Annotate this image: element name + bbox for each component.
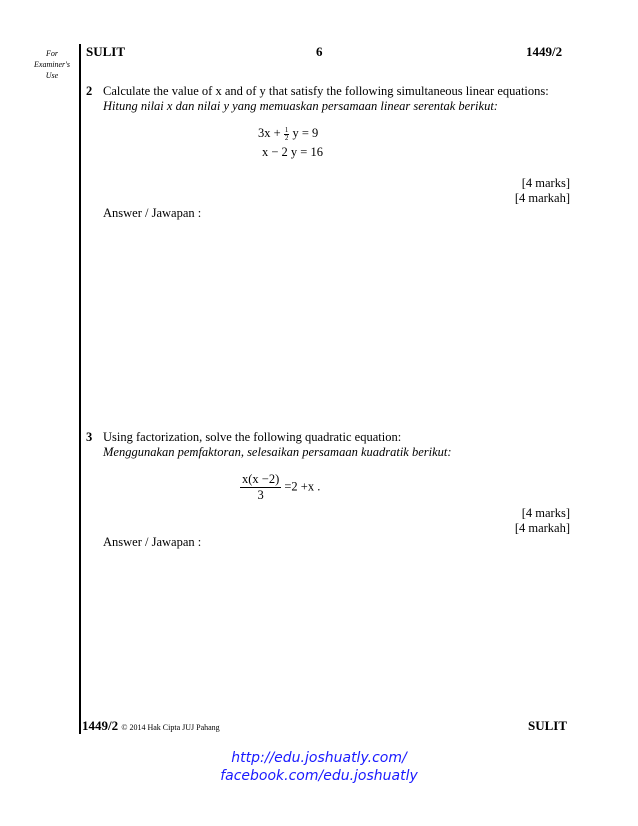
examiner-label-line2: Examiner's	[34, 60, 70, 69]
q3-eq-right: =2 +x .	[284, 479, 321, 494]
examiner-label-line1: For	[46, 49, 58, 58]
q2-equation-2: x − 2 y = 16	[262, 145, 323, 159]
q2-eq1-left: 3x +	[258, 126, 281, 140]
q3-frac-den: 3	[257, 488, 264, 502]
q2-text-en: Calculate the value of x and of y that satisfy the following simultaneous linear equations:	[103, 84, 549, 98]
q2-eq1-frac-den: 2	[284, 133, 289, 142]
q2-marks-en: [4 marks]	[521, 176, 570, 190]
q3-text-ms: Menggunakan pemfaktoran, selesaikan persamaan kuadratik berikut:	[103, 445, 452, 459]
q2-text-ms: Hitung nilai x dan nilai y yang memuaskan persamaan linear serentak berikut:	[103, 99, 498, 113]
q2-eq1-frac-num: 1	[284, 125, 289, 134]
q3-marks-en: [4 marks]	[521, 506, 570, 520]
footer-left	[82, 718, 220, 734]
facebook-link[interactable]: facebook.com/edu.joshuatly	[220, 768, 418, 784]
footer-copyright: © 2014 Hak Cipta JUJ Pahang	[121, 723, 220, 732]
q3-equation	[240, 472, 320, 503]
q3-text-en: Using factorization, solve the following quadratic equation:	[103, 430, 402, 444]
footer-sulit: SULIT	[528, 718, 568, 733]
q2-marks-ms: [4 markah]	[514, 191, 570, 205]
q3-answer-label: Answer / Jawapan :	[103, 535, 202, 549]
q3-fraction	[240, 472, 281, 503]
q2-eq1-right: y = 9	[292, 126, 319, 140]
header-sulit: SULIT	[86, 44, 126, 59]
q2-eq1-fraction	[284, 127, 290, 142]
q3-number: 3	[86, 430, 93, 444]
q2-number: 2	[86, 84, 93, 98]
examiner-label-line3: Use	[45, 71, 59, 80]
examiner-use-label	[30, 48, 74, 81]
footer-paper-code: 1449/2	[82, 718, 119, 733]
q2-equation-1	[258, 126, 318, 142]
q2-answer-label: Answer / Jawapan :	[103, 206, 202, 220]
website-link[interactable]: http://edu.joshuatly.com/	[231, 750, 407, 766]
header-page-number: 6	[316, 44, 323, 59]
header-paper-code: 1449/2	[526, 44, 563, 59]
q3-marks-ms: [4 markah]	[514, 521, 570, 535]
q3-frac-num: x(x −2)	[242, 472, 280, 486]
margin-rule	[79, 44, 81, 734]
